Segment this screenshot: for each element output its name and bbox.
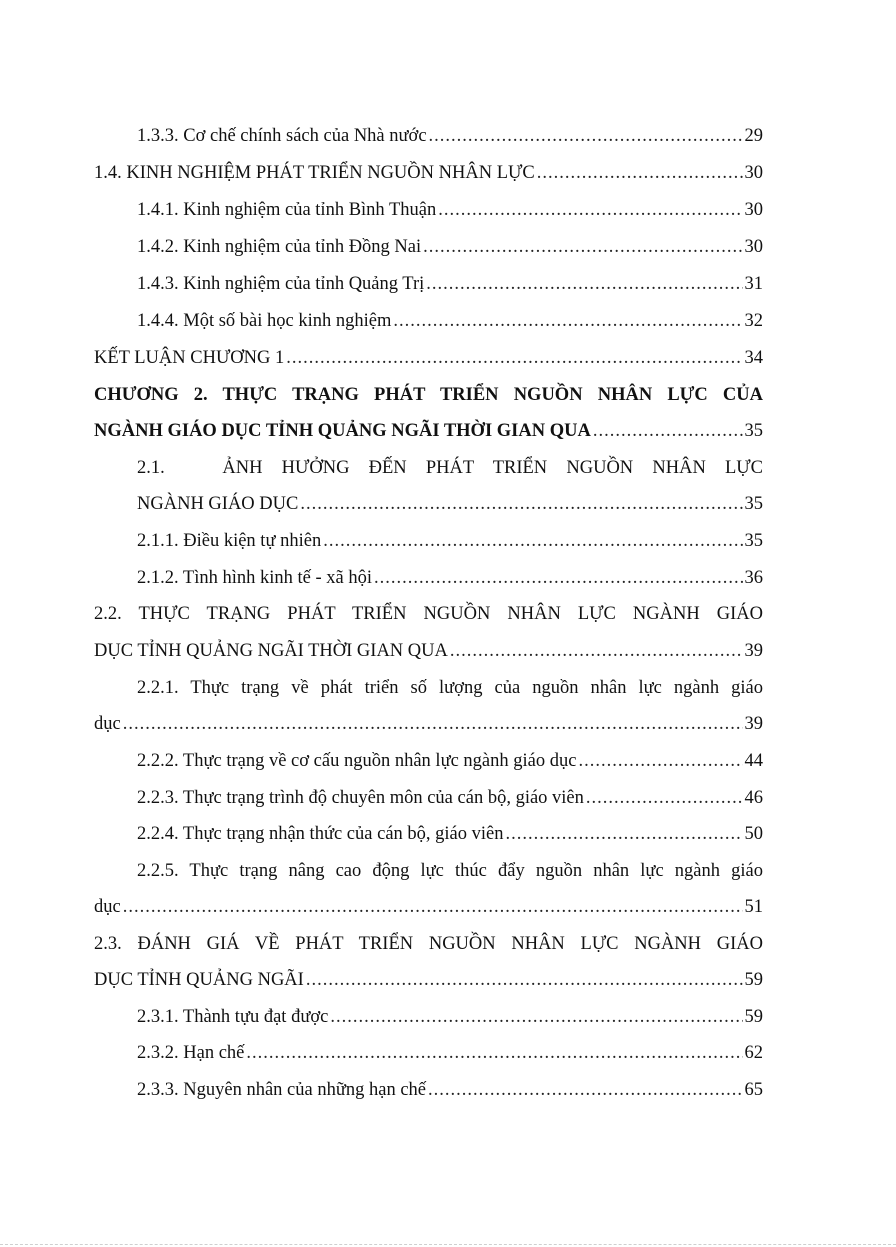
dot-leader [246, 1041, 742, 1065]
toc-entry-text: dục [94, 897, 121, 917]
toc-entry-1-4-1[interactable] [137, 198, 763, 222]
toc-entry-text: 1.4.4. Một số bài học kinh nghiệm [137, 311, 392, 331]
toc-entry-1-4-3[interactable] [137, 272, 763, 296]
toc-page-number: 31 [744, 274, 763, 294]
toc-entry-2-1-line-1[interactable]: 2.1. ẢNH HƯỞNG ĐẾN PHÁT TRIỂN NGUỒN NHÂN LỰC [137, 458, 763, 478]
toc-entry-text: 2.2.3. Thực trạng trình độ chuyên môn của cán bộ, giáo viên [137, 788, 584, 808]
dot-leader [306, 968, 743, 992]
dot-leader [286, 346, 742, 370]
toc-page-number: 35 [744, 531, 763, 551]
toc-entry-text: 1.4. KINH NGHIỆM PHÁT TRIỂN NGUỒN NHÂN LỰC [94, 163, 535, 183]
dot-leader [593, 419, 743, 443]
toc-entry-text: 2.2.4. Thực trạng nhận thức của cán bộ, giáo viên [137, 824, 504, 844]
toc-entry-2-2-1-line-1[interactable]: 2.2.1. Thực trạng về phát triển số lượng của nguồn nhân lực ngành giáo [137, 678, 763, 698]
toc-entry-2-1[interactable] [137, 492, 763, 516]
toc-page-number: 39 [744, 714, 763, 734]
toc-entry-2-3[interactable] [94, 968, 763, 992]
dot-leader [537, 161, 743, 185]
toc-entry-text: NGÀNH GIÁO DỤC [137, 494, 299, 514]
toc-entry-2-1-1[interactable] [137, 529, 763, 553]
toc-entry-text: 2.3.3. Nguyên nhân của những hạn chế [137, 1080, 426, 1100]
toc-entry-2-2-3[interactable] [137, 786, 763, 810]
dot-leader [123, 895, 743, 919]
toc-page-number: 39 [744, 641, 763, 661]
toc-entry-text: 1.4.2. Kinh nghiệm của tỉnh Đồng Nai [137, 237, 422, 257]
toc-entry-2-2-1[interactable] [94, 712, 763, 736]
dot-leader [374, 566, 743, 590]
dot-leader [323, 529, 742, 553]
dot-leader [330, 1005, 742, 1029]
toc-page-number: 59 [744, 970, 763, 990]
page-bottom-edge [0, 1244, 896, 1245]
dot-leader [300, 492, 742, 516]
toc-entry-text: NGÀNH GIÁO DỤC TỈNH QUẢNG NGÃI THỜI GIAN QUA [94, 421, 591, 441]
toc-entry-1-4-2[interactable] [137, 235, 763, 259]
toc-entry-text: 2.1.1. Điều kiện tự nhiên [137, 531, 322, 551]
toc-entry-1-4[interactable] [94, 161, 763, 185]
toc-entry-chuong-2[interactable] [94, 419, 763, 443]
toc-entry-chuong-2-line-1[interactable]: CHƯƠNG 2. THỰC TRẠNG PHÁT TRIỂN NGUỒN NHÂN LỰC CỦA [94, 385, 763, 405]
toc-page-number: 35 [744, 494, 763, 514]
toc-page-number: 59 [744, 1007, 763, 1027]
toc-page-number: 36 [744, 568, 763, 588]
dot-leader [505, 822, 742, 846]
toc-entry-text: 2.1.2. Tình hình kinh tế - xã hội [137, 568, 372, 588]
toc-entry-ket-luan-chuong-1[interactable] [94, 346, 763, 370]
toc-entry-2-3-3[interactable] [137, 1078, 763, 1102]
toc-entry-text: 2.3.2. Hạn chế [137, 1043, 245, 1063]
toc-entry-2-2-line-1[interactable]: 2.2. THỰC TRẠNG PHÁT TRIỂN NGUỒN NHÂN LỰC NGÀNH GIÁO [94, 604, 763, 624]
toc-entry-text: 2.2.2. Thực trạng về cơ cấu nguồn nhân lực ngành giáo dục [137, 751, 577, 771]
toc-page-number: 32 [744, 311, 763, 331]
toc-entry-1-3-3[interactable] [137, 124, 763, 148]
toc-entry-text: 1.4.3. Kinh nghiệm của tỉnh Quảng Trị [137, 274, 425, 294]
toc-page-number: 30 [744, 200, 763, 220]
dot-leader [586, 786, 743, 810]
toc-page-number: 30 [744, 237, 763, 257]
dot-leader [429, 124, 743, 148]
toc-entry-text: dục [94, 714, 121, 734]
toc-entry-2-3-2[interactable] [137, 1041, 763, 1065]
toc-page-number: 50 [744, 824, 763, 844]
toc-page-number: 35 [744, 421, 763, 441]
toc-page-number: 46 [744, 788, 763, 808]
toc-page-number: 51 [744, 897, 763, 917]
toc-page-number: 65 [744, 1080, 763, 1100]
toc-entry-text: 2.3.1. Thành tựu đạt được [137, 1007, 329, 1027]
dot-leader [393, 309, 742, 333]
toc-entry-2-2-5-line-1[interactable]: 2.2.5. Thực trạng nâng cao động lực thúc đẩy nguồn nhân lực ngành giáo [137, 861, 763, 881]
toc-page-number: 30 [744, 163, 763, 183]
toc-entry-1-4-4[interactable] [137, 309, 763, 333]
toc-entry-2-2[interactable] [94, 639, 763, 663]
toc-entry-2-2-4[interactable] [137, 822, 763, 846]
dot-leader [450, 639, 743, 663]
dot-leader [423, 235, 742, 259]
toc-entry-text: 1.3.3. Cơ chế chính sách của Nhà nước [137, 126, 427, 146]
toc-entry-text: KẾT LUẬN CHƯƠNG 1 [94, 348, 285, 368]
dot-leader [428, 1078, 743, 1102]
toc-entry-2-2-5[interactable] [94, 895, 763, 919]
dot-leader [438, 198, 742, 222]
dot-leader [123, 712, 743, 736]
toc-page-number: 29 [744, 126, 763, 146]
toc-entry-2-1-2[interactable] [137, 566, 763, 590]
toc-entry-2-3-line-1[interactable]: 2.3. ĐÁNH GIÁ VỀ PHÁT TRIỂN NGUỒN NHÂN LỰC NGÀNH GIÁO [94, 934, 763, 954]
toc-page-number: 34 [744, 348, 763, 368]
toc-page-number: 62 [744, 1043, 763, 1063]
toc-entry-2-3-1[interactable] [137, 1005, 763, 1029]
toc-entry-text: 1.4.1. Kinh nghiệm của tỉnh Bình Thuận [137, 200, 437, 220]
dot-leader [578, 749, 742, 773]
toc-entry-text: DỤC TỈNH QUẢNG NGÃI [94, 970, 304, 990]
toc-entry-2-2-2[interactable] [137, 749, 763, 773]
toc-page-number: 44 [744, 751, 763, 771]
dot-leader [426, 272, 742, 296]
toc-entry-text: DỤC TỈNH QUẢNG NGÃI THỜI GIAN QUA [94, 641, 448, 661]
